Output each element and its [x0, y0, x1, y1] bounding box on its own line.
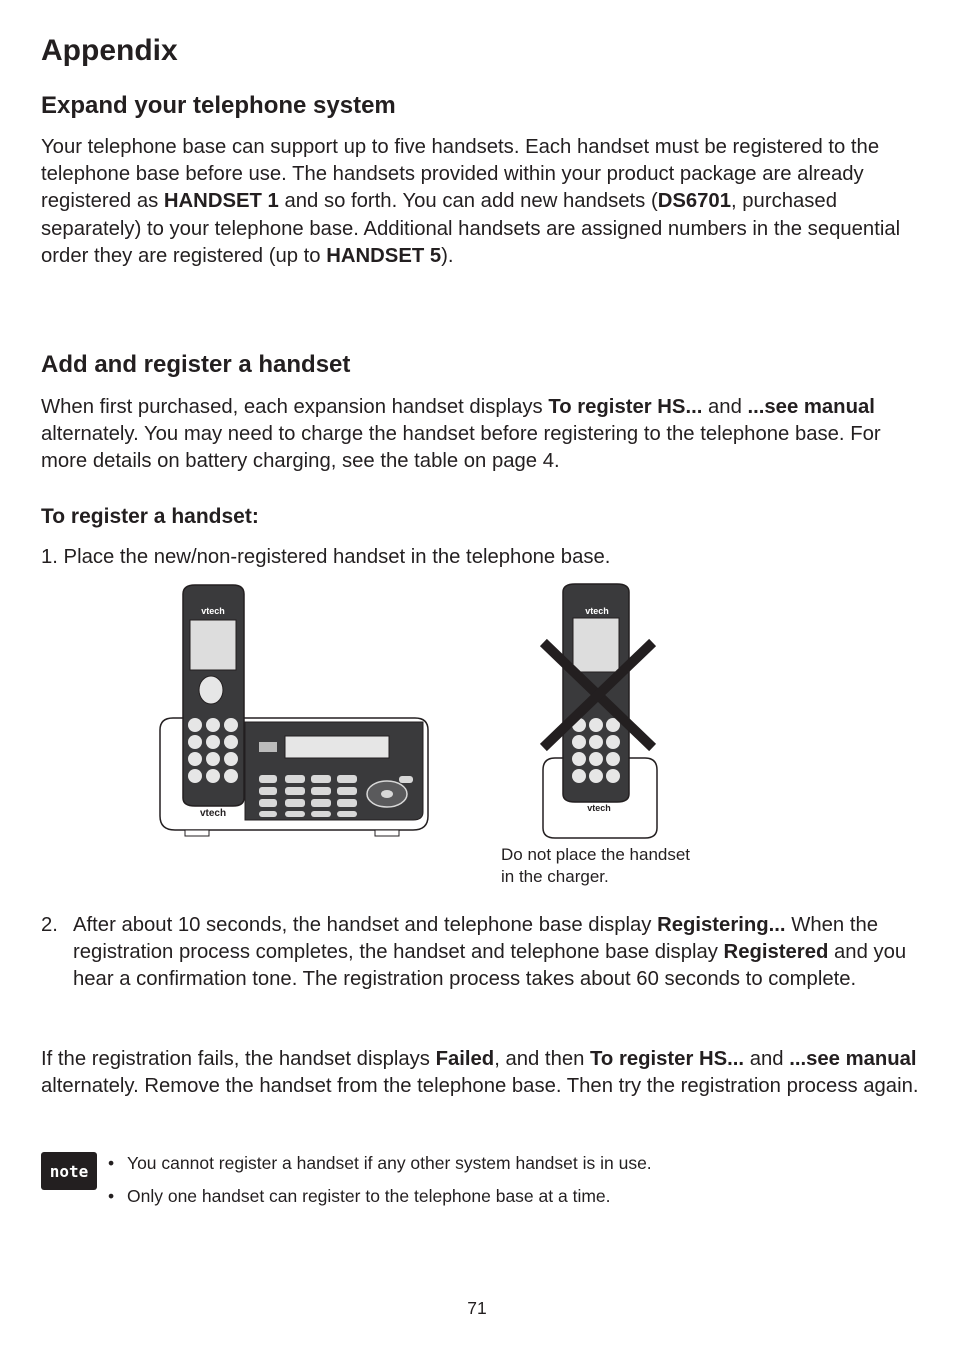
- procedure-heading: To register a handset:: [41, 505, 259, 528]
- handset-in-charger-illustration: [535, 580, 665, 842]
- note-badge: note: [41, 1152, 97, 1190]
- add-register-paragraph: When first purchased, each expansion handset displays To register HS... and ...see manual alternately. You may need to charge the handset before registering to the telephone base. For more details on battery charging, see the table on page 4.: [41, 396, 881, 473]
- step-2: After about 10 seconds, the handset and telephone base display Registering... When the registration process completes, the handset and telephone base display Registered and you hear a confirmation tone. The registration process takes about 60 seconds to complete.: [73, 914, 907, 991]
- note-item: • You cannot register a handset if any other system handset is in use.: [108, 1153, 652, 1173]
- charger-brand-label: vtech: [587, 803, 611, 813]
- base-brand-label: vtech: [199, 808, 227, 819]
- base-with-handset-illustration: [155, 580, 435, 852]
- expand-paragraph: Your telephone base can support up to five handsets. Each handset must be registered to the telephone base before use. The handsets provided within your product package are already registered as HANDSET 1 and so forth. You can add new handsets (DS6701, purchased separately) to your telephone base. Additional handsets are assigned numbers in the sequential order they are registered (up to HANDSET 5).: [41, 136, 901, 267]
- failure-paragraph: If the registration fails, the handset displays Failed, and then To register HS... and ...see manual alternately. Remove the handset from the telephone base. Then try the registration process again.: [41, 1048, 919, 1098]
- section-heading-add-register: Add and register a handset: [41, 351, 351, 378]
- section-heading-expand: Expand your telephone system: [41, 92, 396, 119]
- charger-handset-brand-label: vtech: [585, 606, 609, 616]
- step-1: 1. Place the new/non-registered handset in the telephone base.: [41, 546, 611, 568]
- handset-brand-label: vtech: [201, 606, 225, 616]
- page-title: Appendix: [41, 34, 178, 67]
- note-item: • Only one handset can register to the telephone base at a time.: [108, 1186, 611, 1206]
- page-number: 71: [467, 1298, 487, 1318]
- step-2-number: 2.: [41, 914, 58, 936]
- figure-caption: Do not place the handset in the charger.: [501, 845, 691, 886]
